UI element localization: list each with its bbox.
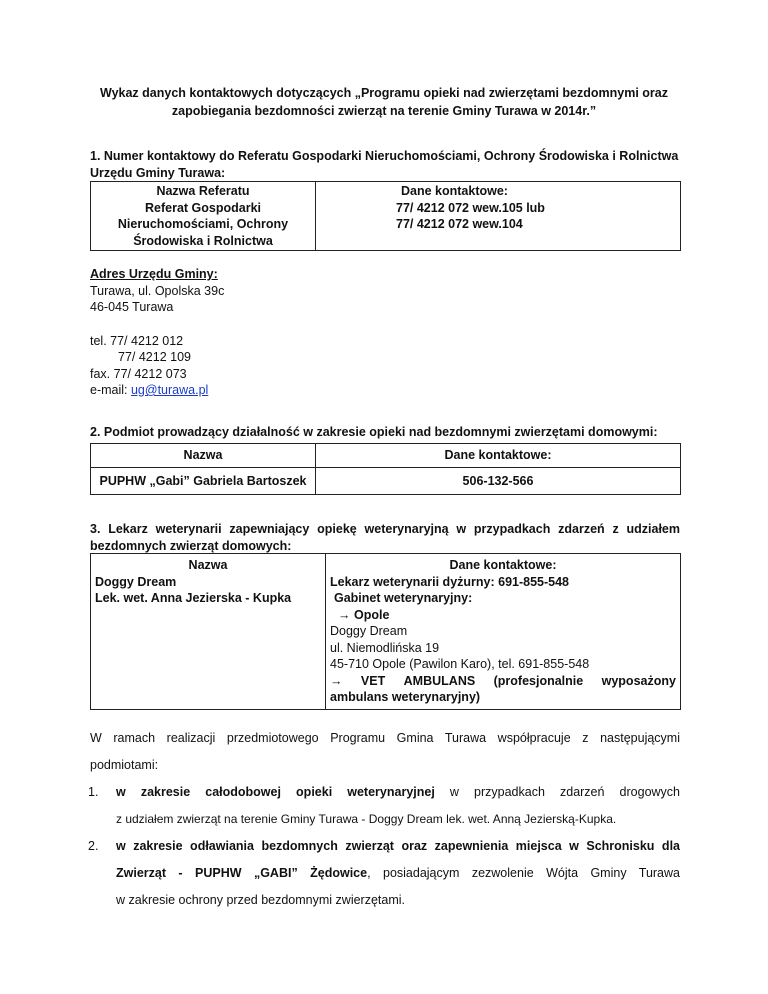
section-1-table [90, 181, 681, 251]
section-3-heading [90, 521, 680, 555]
email-label: e-mail: [90, 383, 131, 397]
department-name-line: Nieruchomościami, Ochrony [117, 217, 289, 231]
column-header: Dane kontaktowe: [401, 184, 508, 198]
list-item-line: w zakresie odławiania bezdomnych zwierząt oraz zapewnienia miejsca w Schronisku dla [116, 839, 680, 853]
table-row [91, 182, 681, 251]
list-item [88, 833, 680, 914]
section-1-heading-line-1: 1. Numer kontaktowy do Referatu Gospodarki Nieruchomościami, Ochrony Środowiska i Rolnictwa [90, 149, 679, 163]
address-postal: 46-045 Turawa [90, 300, 174, 314]
section-3-table [90, 553, 681, 710]
list-item-bold: w zakresie całodobowej opieki weterynaryjnej [116, 785, 435, 799]
section-2-heading: 2. Podmiot prowadzący działalność w zakresie opieki nad bezdomnymi zwierzętami domowymi: [90, 425, 658, 439]
document-title [80, 84, 688, 120]
list-number: 2. [88, 839, 99, 853]
email-line [90, 382, 224, 399]
table-row [91, 444, 681, 468]
duty-phone-line: Lekarz weterynarii dyżurny: 691-855-548 [330, 574, 570, 589]
section-1-heading [90, 148, 680, 182]
address-block [90, 266, 224, 399]
title-line-2: zapobiegania bezdomności zwierząt na terenie Gminy Turawa w 2014r.” [171, 104, 597, 118]
table-row [91, 554, 681, 710]
address-heading: Adres Urzędu Gminy: [90, 267, 218, 281]
phone-line: 77/ 4212 072 wew.104 [396, 217, 523, 231]
department-name-line: Referat Gospodarki [144, 200, 261, 215]
list-number: 1. [88, 785, 99, 799]
phone-line: 77/ 4212 072 wew.105 lub [396, 200, 545, 215]
table-row [91, 467, 681, 495]
phone-line: tel. 77/ 4212 012 [90, 333, 184, 348]
closing-intro-line-1: W ramach realizacji przedmiotowego Programu Gmina Turawa współpracuje z następującymi [90, 731, 680, 745]
vet-ambulance-line [330, 673, 676, 690]
clinic-street: ul. Niemodlińska 19 [330, 640, 440, 655]
ambulance-word: AMBULANS [403, 673, 476, 688]
address-street: Turawa, ul. Opolska 39c [90, 283, 225, 298]
column-header: Nazwa [188, 558, 228, 572]
section-2-table [90, 443, 681, 495]
closing-intro-line-2: podmiotami: [90, 758, 159, 772]
column-header: Dane kontaktowe: [316, 444, 681, 468]
section-1-heading-line-2: Urzędu Gminy Turawa: [90, 166, 226, 180]
section-1-contact-cell [316, 182, 681, 251]
clinic-city-phone: 45-710 Opole (Pawilon Karo), tel. 691-855-548 [330, 657, 590, 671]
arrow-icon: → [330, 673, 343, 688]
vet-name-line: Doggy Dream [95, 574, 177, 589]
list-item-line [116, 860, 680, 887]
clinic-city: → Opole [338, 607, 390, 622]
clinic-name: Doggy Dream [330, 624, 408, 638]
list-item-line: w zakresie ochrony przed bezdomnymi zwierzętami. [116, 893, 405, 907]
title-line-1: Wykaz danych kontaktowych dotyczących „Programu opieki nad zwierzętami bezdomnymi oraz [100, 86, 668, 100]
vet-name-line: Lek. wet. Anna Jezierska - Kupka [95, 591, 292, 605]
ambulance-description: ambulans weterynaryjny) [330, 690, 481, 704]
list-item-line: z udziałem zwierząt na terenie Gminy Turawa - Doggy Dream lek. wet. Anną Jezierską-Kupka. [116, 812, 617, 826]
fax-line: fax. 77/ 4212 073 [90, 366, 187, 381]
column-header: Nazwa [91, 444, 316, 468]
list-item-text: , posiadającym zezwolenie Wójta Gminy Turawa [367, 866, 680, 880]
list-item-bold: Zwierząt - PUPHW „GABI” Żędowice [116, 866, 368, 880]
ambulance-word: (profesjonalnie [493, 673, 584, 688]
column-header: Dane kontaktowe: [449, 558, 557, 572]
list-item-line [116, 779, 680, 806]
closing-paragraph [90, 725, 680, 779]
section-3-contact-cell [326, 554, 681, 710]
ambulance-word: VET [360, 673, 386, 688]
column-header: Nazwa Referatu [156, 184, 250, 198]
list-item [88, 779, 681, 833]
entity-name-cell: PUPHW „Gabi” Gabriela Bartoszek [91, 467, 316, 495]
clinic-label: Gabinet weterynaryjny: [334, 591, 473, 605]
department-name-line: Środowiska i Rolnictwa [133, 233, 273, 248]
section-1-name-cell [91, 182, 316, 251]
section-3-name-cell [91, 554, 326, 710]
section-3-heading-line-1: 3. Lekarz weterynarii zapewniający opiekę weterynaryjną w przypadkach zdarzeń z udziałem [90, 522, 680, 536]
list-item-text: w przypadkach zdarzeń drogowych [434, 785, 681, 799]
email-link[interactable]: ug@turawa.pl [130, 383, 209, 397]
section-3-heading-line-2: bezdomnych zwierząt domowych: [90, 539, 292, 553]
ambulance-word: wyposażony [601, 673, 676, 688]
phone-line: 77/ 4212 109 [118, 350, 191, 364]
entity-phone-cell: 506-132-566 [316, 467, 681, 495]
